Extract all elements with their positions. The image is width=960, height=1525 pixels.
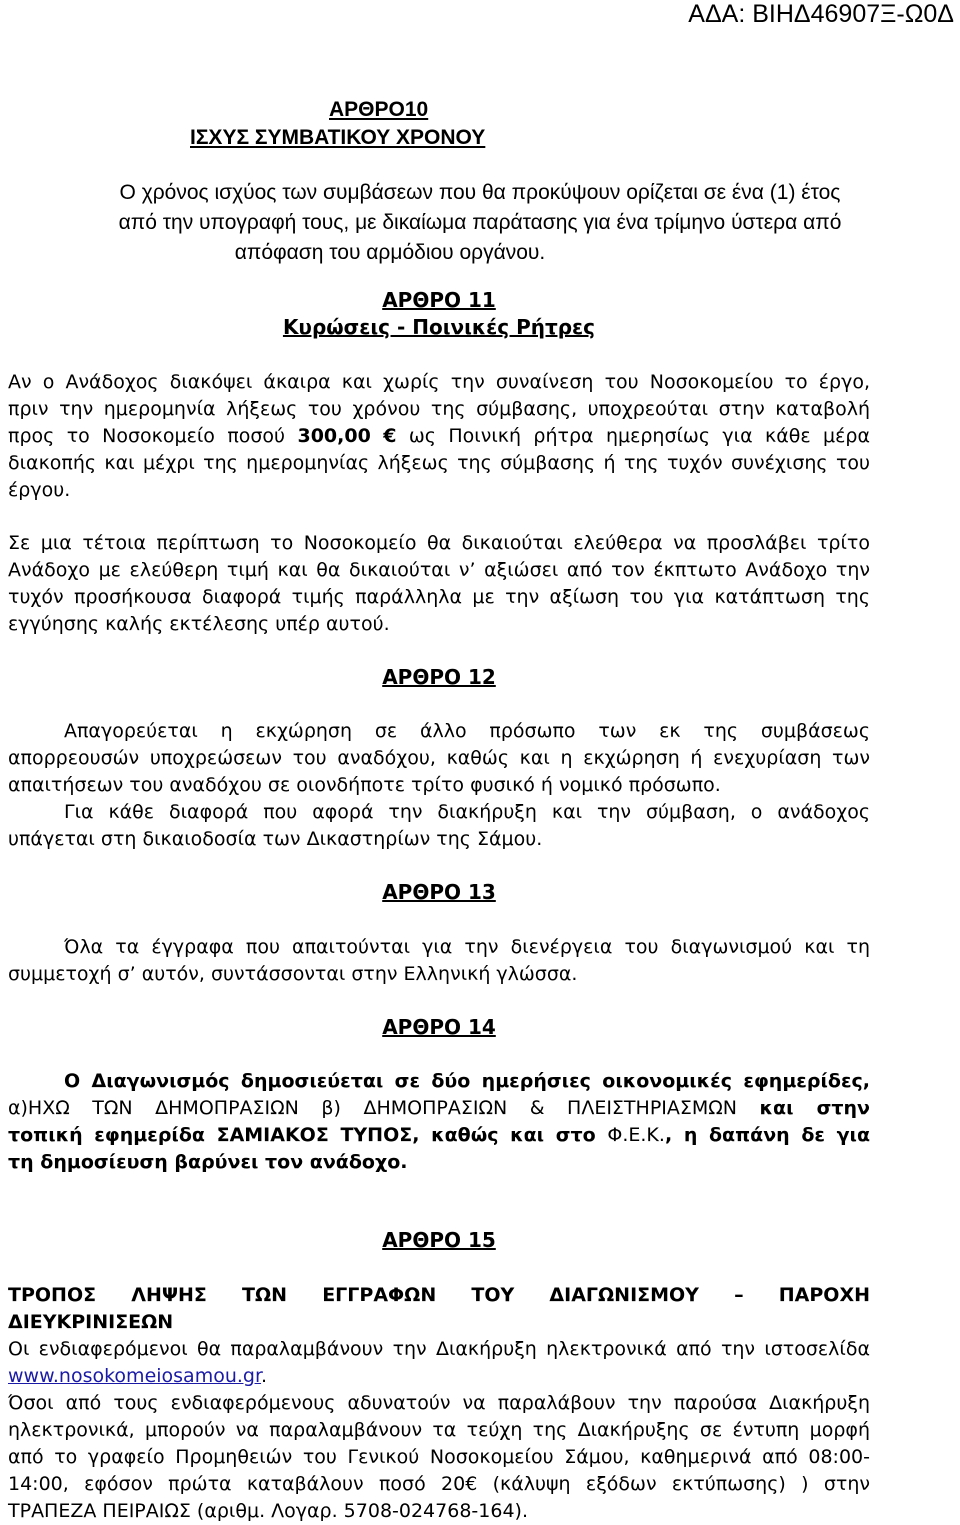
text-line: πριν την ημερομηνία λήξεως του χρόνου της σύμβασης, υποχρεούται στην καταβολή	[8, 398, 870, 420]
article-15-paragraph-1	[8, 1336, 870, 1390]
text-line: Όλα τα έγγραφα που απαιτούνται για την διενέργεια του διαγωνισμού και τη	[64, 936, 870, 958]
text-line: από την υπογραφή τους, με δικαίωμα παράτασης για ένα τρίμηνο ύστερα από	[118, 211, 842, 234]
text-line: α)ΗΧΩ ΤΩΝ ΔΗΜΟΠΡΑΣΙΩΝ β) ΔΗΜΟΠΡΑΣΙΩΝ & ΠΛΕΙΣΤΗΡΙΑΣΜΩΝ και στην	[8, 1097, 870, 1119]
article-12-title: ΑΡΘΡΟ 12	[382, 665, 496, 689]
text-line: διακοπής και μέχρι της ημερομηνίας λήξεως της σύμβασης ή της τυχόν συνέχισης του	[8, 452, 870, 474]
article-11-subtitle: Κυρώσεις - Ποινικές Ρήτρες	[282, 315, 596, 339]
text-line: από το γραφείο Προμηθειών του Γενικού Νοσοκομείου Σάμου, καθημερινά από 08:00-	[8, 1446, 870, 1468]
article-15-heading	[8, 1282, 870, 1336]
text-line: συμμετοχή σ’ αυτόν, συντάσσονται στην Ελληνική γλώσσα.	[8, 963, 578, 985]
text-line: www.nosokomeiosamou.gr.	[8, 1365, 268, 1387]
article-13-paragraph	[8, 934, 870, 988]
text-line: τοπική εφημερίδα ΣΑΜΙΑΚΟΣ ΤΥΠΟΣ, καθώς και στο Φ.Ε.Κ., η δαπάνη δε για	[8, 1124, 871, 1146]
article-14-title: ΑΡΘΡΟ 14	[382, 1015, 496, 1039]
penalty-amount: 300,00	[297, 425, 371, 447]
text-line: Όσοι από τους ενδιαφερόμενους αδυνατούν να παραλάβουν την παρούσα Διακήρυξη	[8, 1392, 870, 1414]
text-line: ΤΡΑΠΕΖΑ ΠΕΙΡΑΙΩΣ (αριθμ. Λογαρ. 5708-024768-164).	[8, 1500, 528, 1522]
text-line: απόφαση του αρμόδιου οργάνου.	[234, 241, 546, 264]
text-line: Ο Διαγωνισμός δημοσιεύεται σε δύο ημερήσιες οικονομικές εφημερίδες,	[64, 1070, 870, 1092]
article-10-paragraph	[0, 178, 960, 268]
article-11-title: ΑΡΘΡΟ 11	[382, 288, 496, 312]
article-10-subtitle: ΙΣΧΥΣ ΣΥΜΒΑΤΙΚΟΥ ΧΡΟΝΟΥ	[190, 126, 486, 149]
text-line: Οι ενδιαφερόμενοι θα παραλαμβάνουν την Διακήρυξη ηλεκτρονικά από την ιστοσελίδα	[8, 1338, 870, 1360]
text-line: ΤΡΟΠΟΣ ΛΗΨΗΣ ΤΩΝ ΕΓΓΡΑΦΩΝ ΤΟΥ ΔΙΑΓΩΝΙΣΜΟΥ – ΠΑΡΟΧΗ	[8, 1284, 870, 1306]
text-line: Σε μια τέτοια περίπτωση το Νοσοκομείο θα δικαιούται ελεύθερα να προσλάβει τρίτο	[8, 532, 870, 554]
text-line: τυχόν προσήκουσα διαφορά τιμής παράλληλα με την αξίωση του για κατάπτωση της	[8, 586, 870, 608]
text-line: 14:00, εφόσον πρώτα καταβάλουν ποσό 20€ (κάλυψη εξόδων εκτύπωσης) ) στην	[8, 1473, 870, 1495]
text-line: Ανάδοχο με ελεύθερη τιμή και θα δικαιούται ν’ αξιώσει από τον έκπτωτο Ανάδοχο την	[8, 559, 870, 581]
text-line: τη δημοσίευση βαρύνει τον ανάδοχο.	[8, 1151, 408, 1173]
ada-stamp: ΑΔΑ: ΒΙΗΔ46907Ξ-Ω0Δ	[688, 0, 954, 28]
article-15-title: ΑΡΘΡΟ 15	[382, 1228, 496, 1252]
text-line: Ο χρόνος ισχύος των συμβάσεων που θα προκύψουν ορίζεται σε ένα (1) έτος	[119, 181, 841, 204]
article-11-paragraph-1	[8, 369, 870, 504]
text-line: Αν ο Ανάδοχος διακόψει άκαιρα και χωρίς την συναίνεση του Νοσοκομείου το έργο,	[8, 371, 870, 393]
article-13-title: ΑΡΘΡΟ 13	[382, 880, 496, 904]
text-line: απαιτήσεων του αναδόχου σε οιονδήποτε τρίτο φυσικό ή νομικό πρόσωπο.	[8, 774, 721, 796]
article-10	[0, 96, 960, 264]
text-line: Απαγορεύεται η εκχώρηση σε άλλο πρόσωπο των εκ της συμβάσεως	[64, 720, 870, 742]
text-line: προς το Νοσοκομείο ποσού 300,00 € ως Ποινική ρήτρα ημερησίως για κάθε μέρα	[8, 425, 870, 447]
article-12-paragraph-1	[8, 718, 870, 853]
text-line: έργου.	[8, 479, 71, 501]
article-10-title: ΑΡΘΡΟ10	[329, 98, 429, 121]
text-line: Για κάθε διαφορά που αφορά την διακήρυξη και την σύμβαση, ο ανάδοχος	[64, 801, 870, 823]
text-line: εγγύησης καλής εκτέλεσης υπέρ αυτού.	[8, 613, 390, 635]
euro-sign: €	[383, 425, 397, 447]
article-11-paragraph-2	[8, 530, 870, 638]
text-line: ΔΙΕΥΚΡΙΝΙΣΕΩΝ	[8, 1311, 174, 1333]
article-15-paragraph-2	[8, 1390, 870, 1525]
article-14-paragraph	[8, 1068, 870, 1176]
text-line: υπάγεται στη δικαιοδοσία των Δικαστηρίων της Σάμου.	[8, 828, 543, 850]
text-line: ηλεκτρονικά, μπορούν να παραλαμβάνουν τα τεύχη της Διακήρυξης σε έντυπη μορφή	[8, 1419, 870, 1441]
text-line: απορρεουσών υποχρεώσεων του αναδόχου, καθώς και η εκχώρηση ή ενεχυρίαση των	[8, 747, 870, 769]
website-link[interactable]: www.nosokomeiosamou.gr	[8, 1365, 262, 1387]
